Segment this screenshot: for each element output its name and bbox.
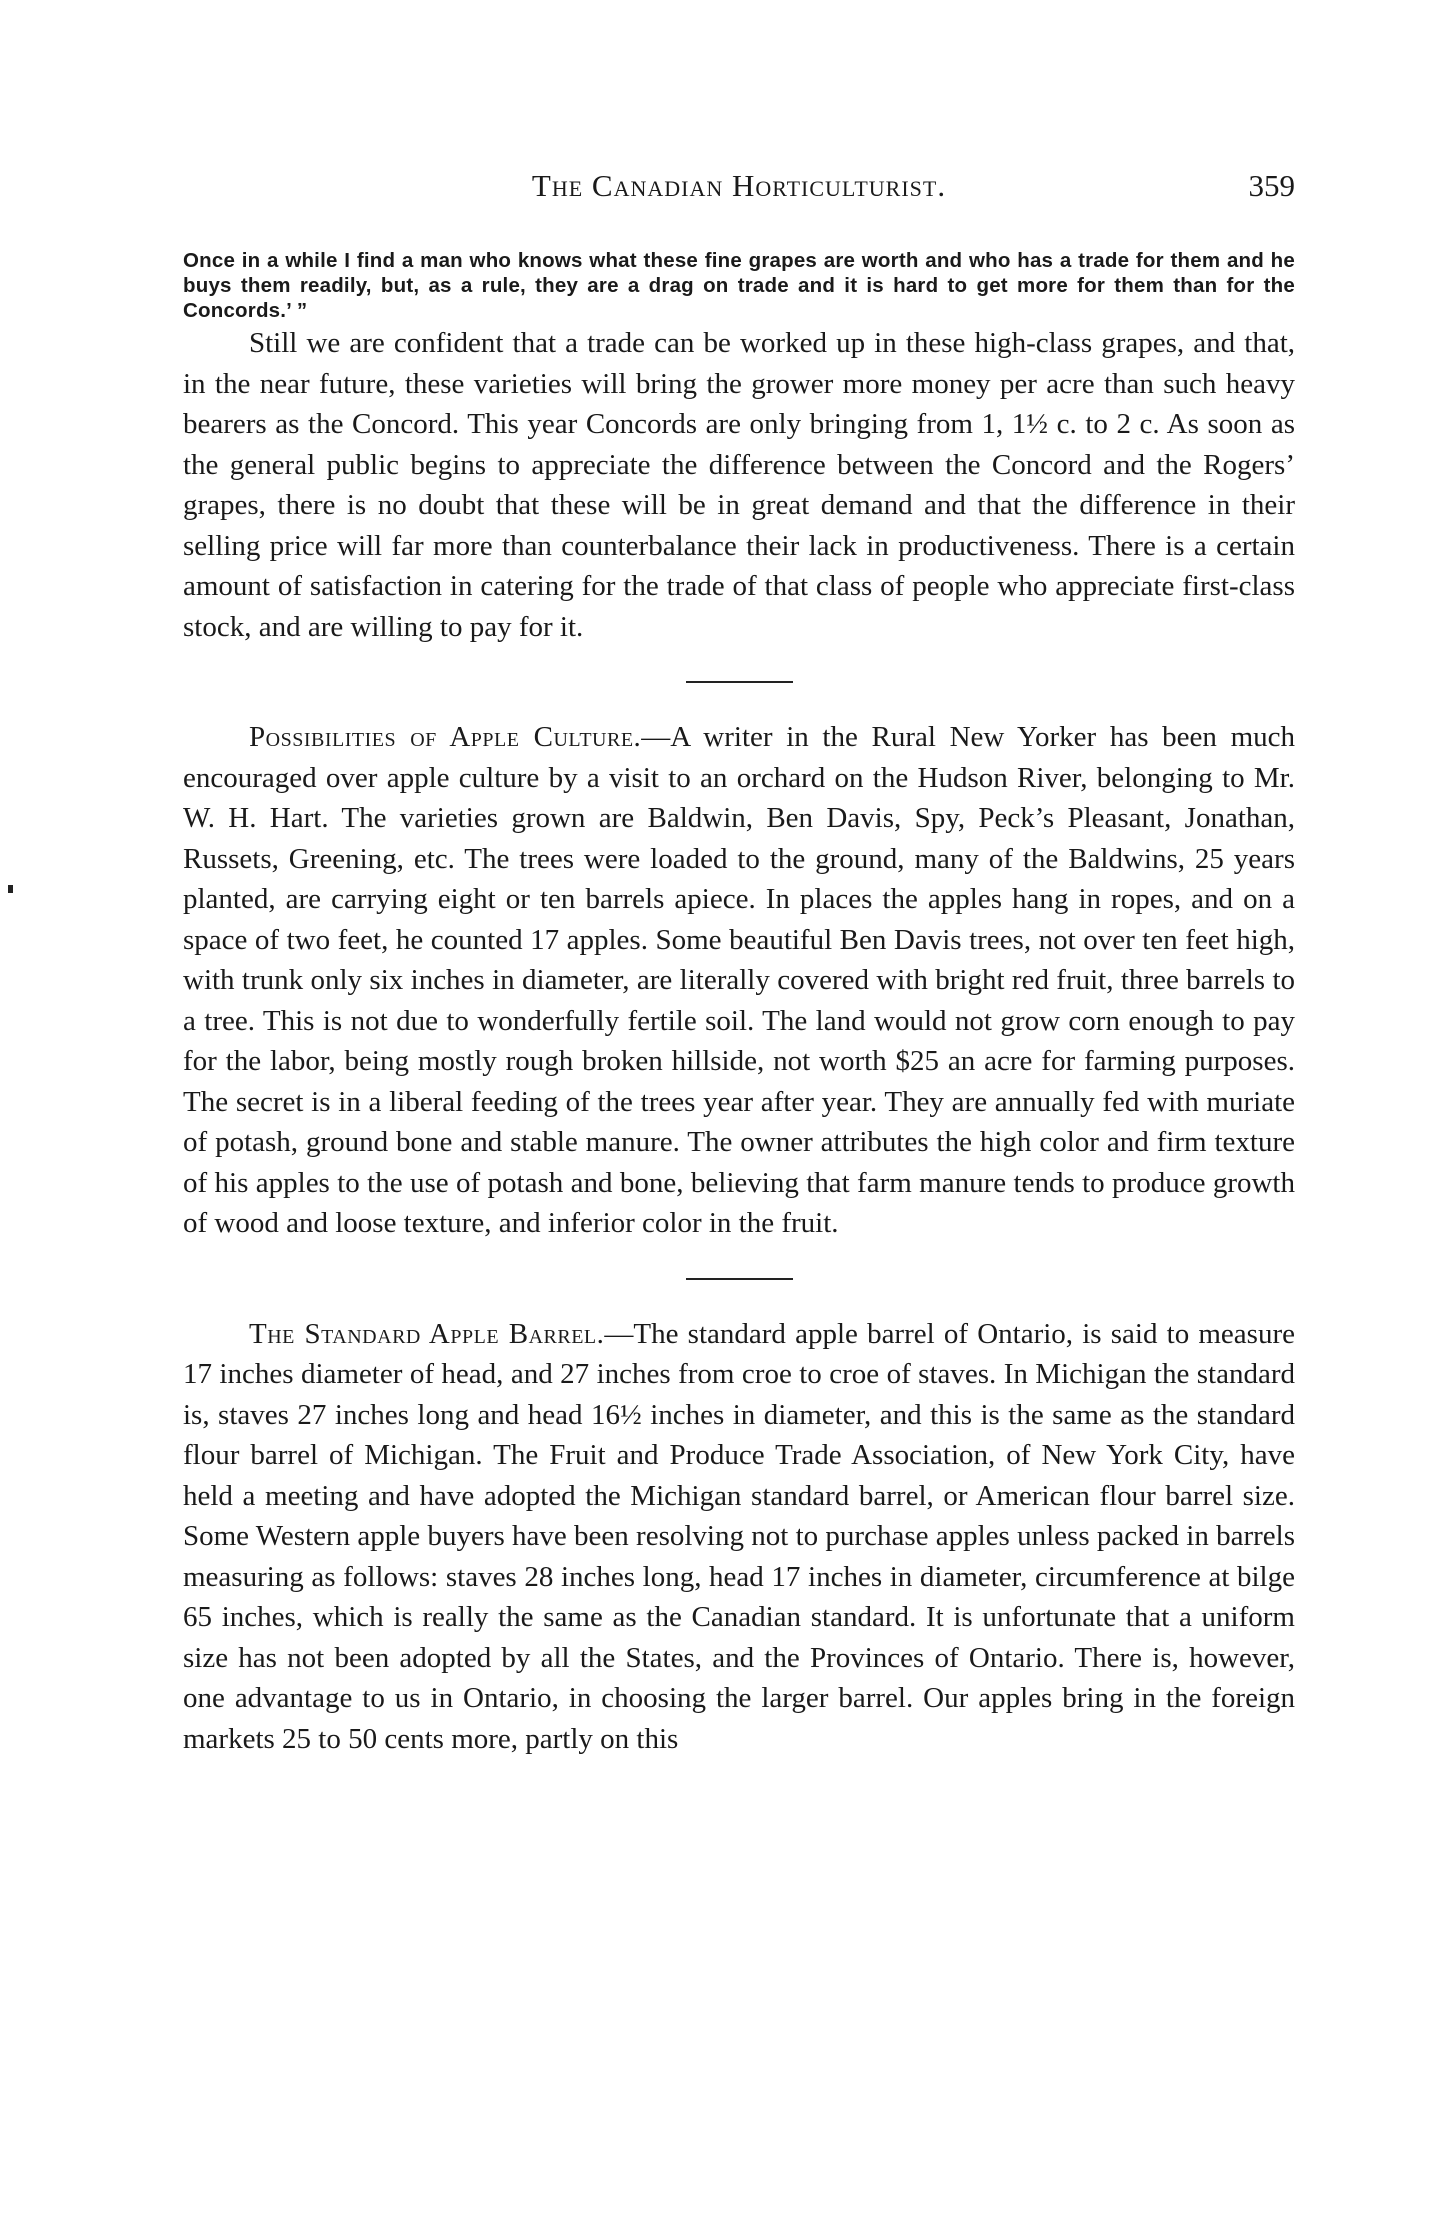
- section-divider: [686, 1278, 793, 1280]
- paragraph-apple-barrel: [183, 1314, 1295, 1760]
- section-heading-apple-barrel: The Standard Apple Barrel.: [249, 1317, 605, 1350]
- running-header: [183, 160, 1295, 220]
- document-page: [183, 160, 1295, 1759]
- margin-mark: [8, 885, 13, 893]
- section-divider: [686, 681, 793, 683]
- paragraph-apple-culture: [183, 717, 1295, 1244]
- paragraph-grapes: Still we are confident that a trade can be worked up in these high-class grapes, and that, in the near future, these varieties will bring the grower more money per acre than such heavy bearers as the Concord. This year Concords are only bringing from 1, 1½ c. to 2 c. As soon as the general public begins to appreciate the difference between the Concord and the Rogers’ grapes, there is no doubt that these will be in great demand and that the difference in their selling price will far more than counterbalance their lack in productiveness. There is a certain amount of satisfaction in catering for the trade of that class of people who appreciate first-class stock, and are willing to pay for it.: [183, 327, 1295, 643]
- apple-culture-text: —A writer in the Rural New Yorker has been much encouraged over apple culture by a visit to an orchard on the Hudson River, belonging to Mr. W. H. Hart. The varieties grown are Baldwin, Ben Davis, Spy, Peck’s Pleasant, Jonathan, Russets, Greening, etc. The trees were loaded to the ground, many of the Baldwins, 25 years planted, are carrying eight or ten barrels apiece. In places the apples hang in ropes, and on a space of two feet, he counted 17 apples. Some beautiful Ben Davis trees, not over ten feet high, with trunk only six inches in diameter, are literally covered with bright red fruit, three barrels to a tree. This is not due to wonderfully fertile soil. The land would not grow corn enough to pay for the labor, being mostly rough broken hillside, not worth $25 an acre for farming purposes. The secret is in a liberal feeding of the trees year after year. They are annually fed with muriate of potash, ground bone and stable manure. The owner attributes the high color and firm texture of his apples to the use of potash and bone, believing that farm manure tends to produce growth of wood and loose texture, and inferior color in the fruit.: [183, 721, 1295, 1239]
- section-heading-apple-culture: Possibilities of Apple Culture.: [249, 721, 642, 753]
- journal-title: The Canadian Horticulturist.: [531, 168, 947, 203]
- page-number: 359: [1248, 168, 1295, 203]
- quoted-letter-excerpt: Once in a while I find a man who knows what these fine grapes are worth and who has a trade for them and he buys them readily, but, as a rule, they are a drag on trade and it is hard to get more for them than for the Concords.’ ”: [183, 249, 1295, 322]
- apple-barrel-text: —The standard apple barrel of Ontario, is said to measure 17 inches diameter of head, and 27 inches from croe to croe of staves. In Michigan the standard is, staves 27 inches long and head 16½ inches in diameter, and this is the same as the standard flour barrel of Michigan. The Fruit and Produce Trade Association, of New York City, have held a meeting and have adopted the Michigan standard barrel, or American flour barrel size. Some Western apple buyers have been resolving not to purchase apples unless packed in barrels measuring as follows: staves 28 inches long, head 17 inches in diameter, circumference at bilge 65 inches, which is really the same as the Canadian standard. It is unfortunate that a uniform size has not been adopted by all the States, and the Provinces of Ontario. There is, however, one advantage to us in Ontario, in choosing the larger barrel. Our apples bring in the foreign markets 25 to 50 cents more, partly on this: [183, 1317, 1295, 1755]
